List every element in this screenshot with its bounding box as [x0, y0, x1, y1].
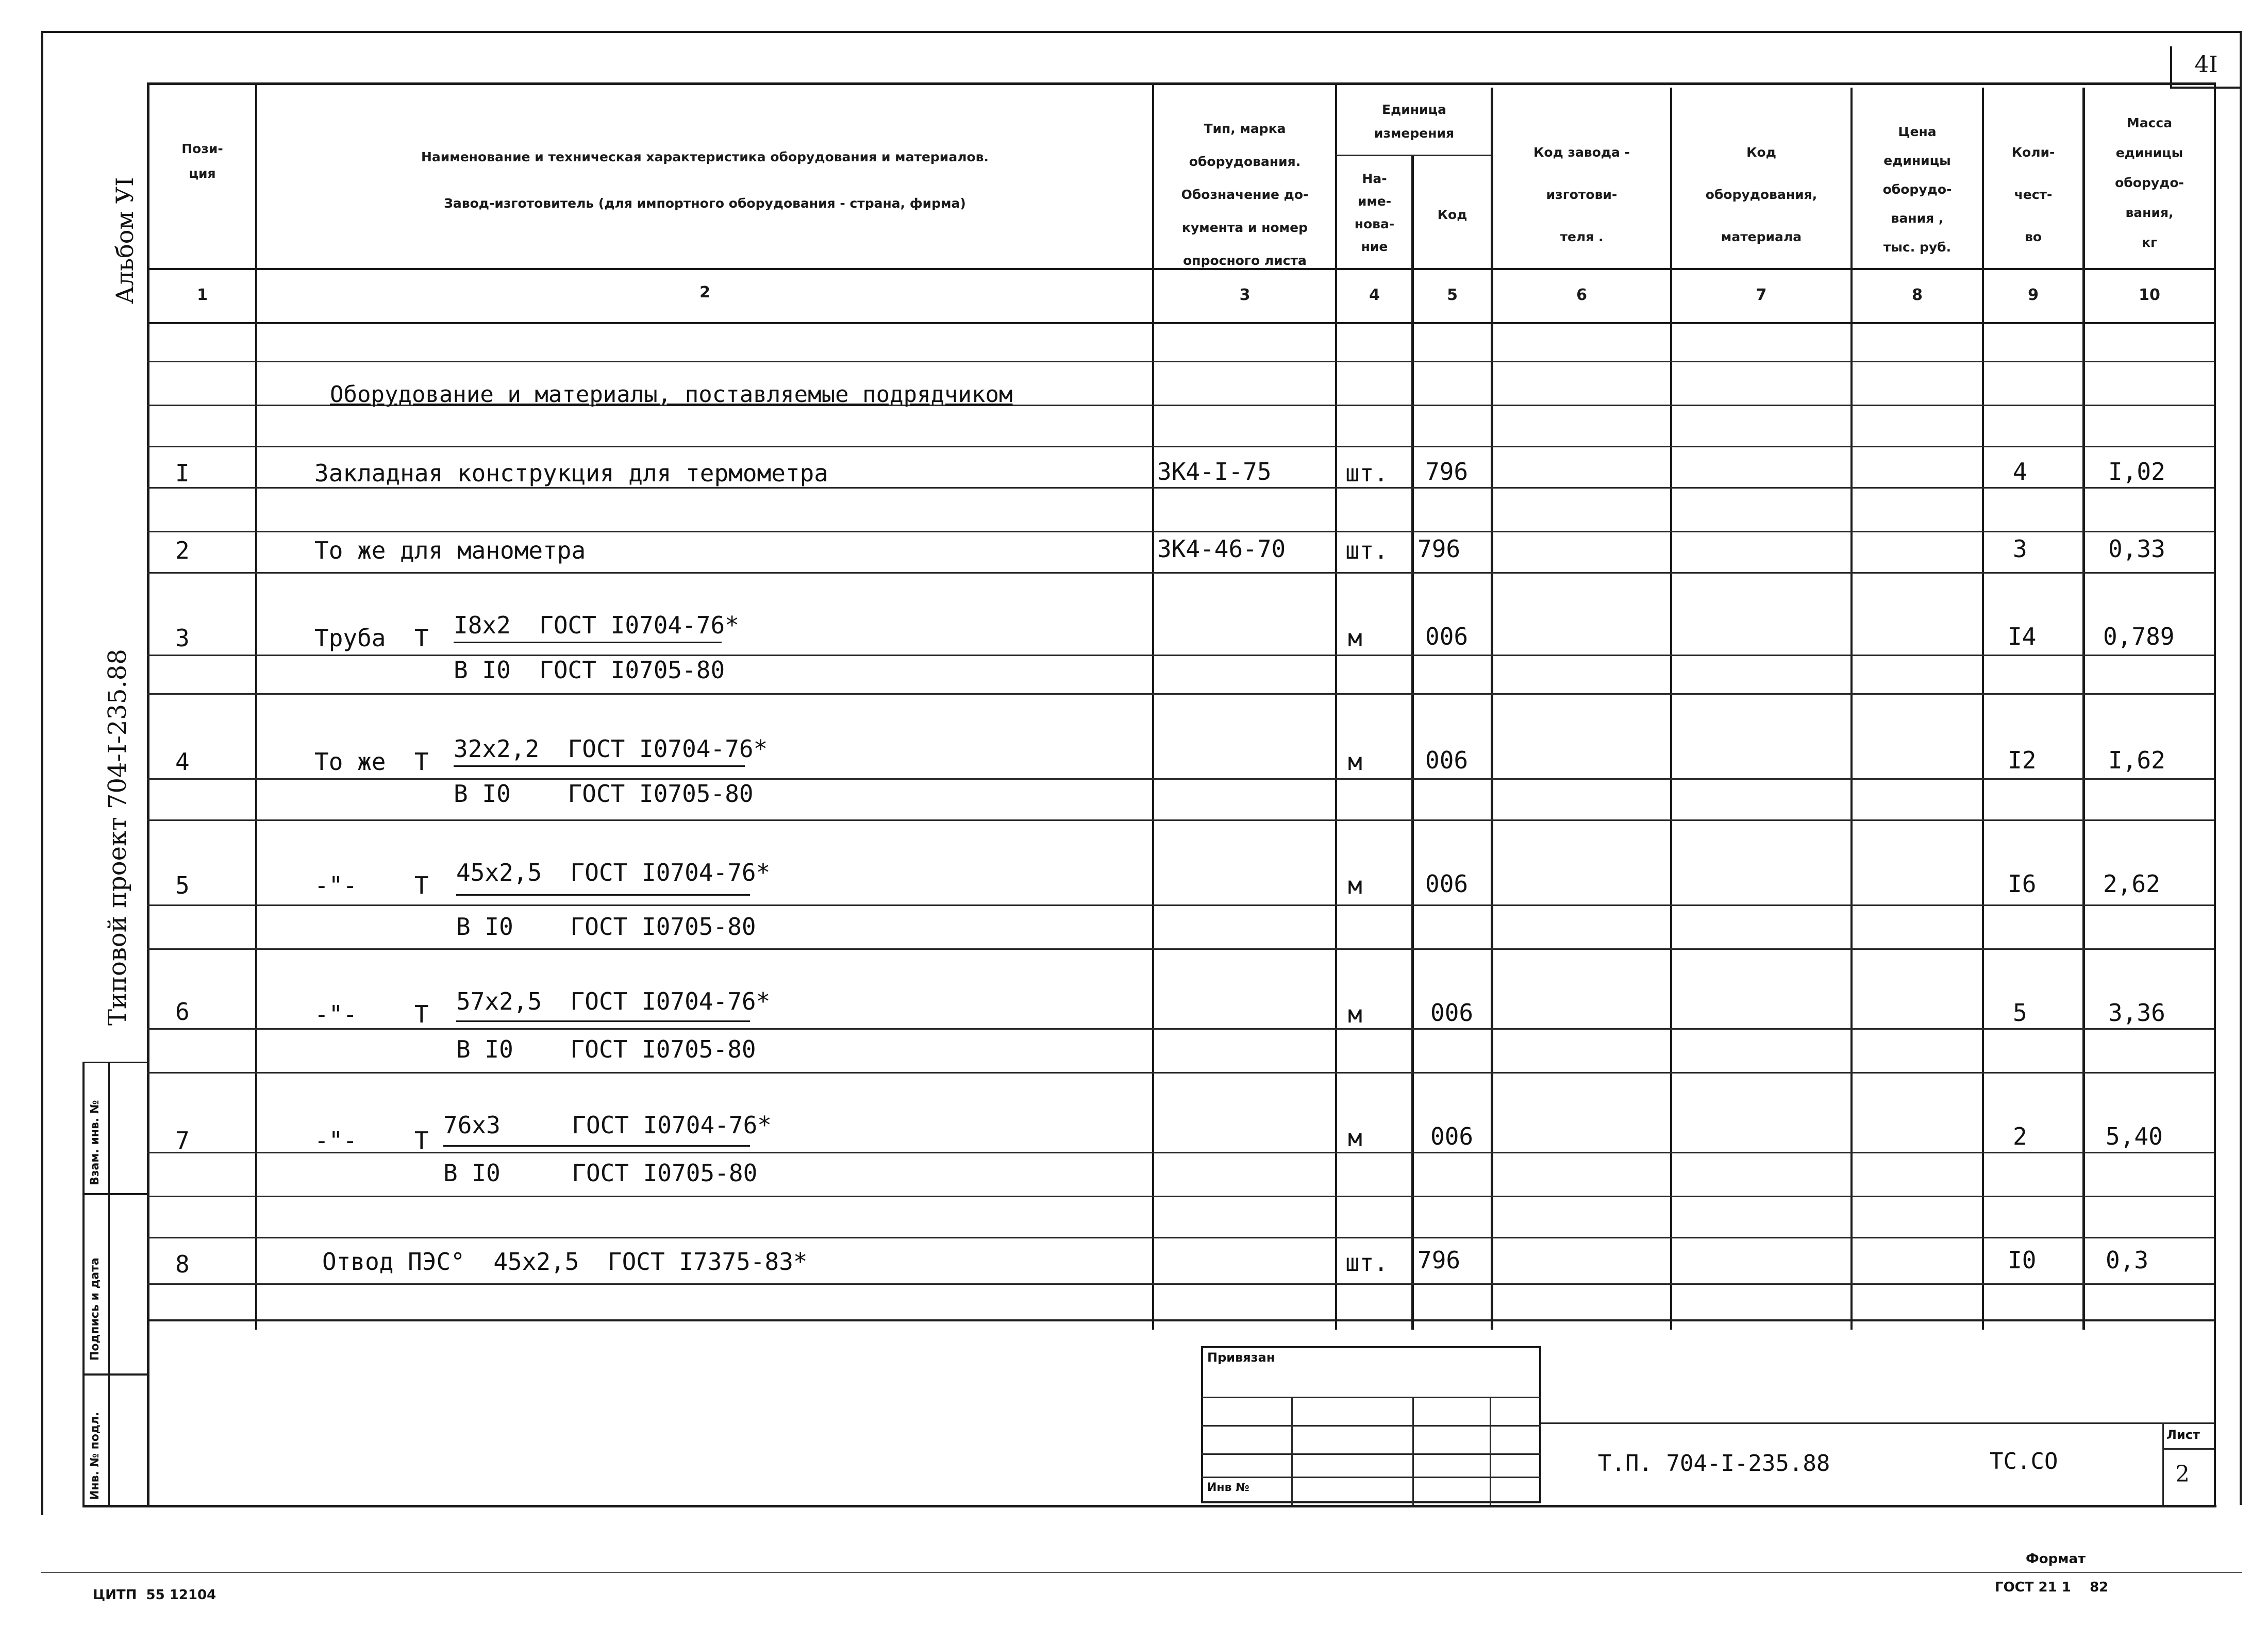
corner-box	[2170, 46, 2172, 88]
row2-pos: 2	[175, 537, 190, 564]
album-label: Альбом УI	[111, 177, 139, 304]
row-line	[147, 1196, 2214, 1197]
number-row-divider	[147, 322, 2214, 324]
row7-lead: -"- Т	[314, 1127, 429, 1154]
row5-fraction-line	[456, 894, 750, 896]
units-sub-divider	[1335, 155, 1491, 156]
col-line-3	[1335, 82, 1337, 1330]
row3-fraction-line	[454, 642, 722, 643]
row7-unit: м	[1348, 1124, 1362, 1152]
col-line-7	[1850, 88, 1853, 1330]
project-label: Типовой проект 704-I-235.88	[103, 649, 132, 1026]
hdr-col3: Тип, марка оборудования. Обозначение до- кумента и номер опросного листа	[1181, 121, 1309, 268]
row4-mass: I,62	[2108, 746, 2165, 774]
row6-lead: -"- Т	[314, 1000, 429, 1028]
hdr-col8: Цена единицы оборудо- вания , тыс. руб.	[1882, 124, 1952, 255]
footer-gost: ГОСТ 21 1 82	[1995, 1580, 2109, 1595]
row2-type: ЗК4-46-70	[1157, 535, 1286, 563]
row3-qty: I4	[2008, 623, 2037, 650]
col-line-2	[1152, 82, 1154, 1330]
hdr-col6: Код завода - изготови- теля .	[1533, 145, 1630, 244]
row7-denominator: В I0 ГОСТ I0705-80	[443, 1159, 758, 1187]
hdr-col1: Пози- ция	[181, 141, 223, 181]
row-line	[147, 693, 2214, 695]
row4-unit: м	[1348, 748, 1362, 776]
hdr-col10: Масса единицы оборудо- вания, кг	[2115, 115, 2184, 250]
side-stamp-label-1: Взам. инв. №	[89, 1100, 102, 1185]
row4-code: 006	[1425, 746, 1469, 774]
col-num-10: 10	[2139, 286, 2160, 304]
row3-unit: м	[1348, 624, 1362, 652]
col-line-4	[1411, 155, 1414, 1330]
row5-unit: м	[1348, 871, 1362, 899]
row3-denominator: В I0 ГОСТ I0705-80	[454, 656, 725, 684]
row6-fraction-line	[456, 1020, 750, 1022]
col-line-9	[2082, 88, 2085, 1330]
side-stamp	[82, 1062, 85, 1507]
row5-lead: -"- Т	[314, 871, 429, 899]
col-num-9: 9	[2028, 286, 2039, 304]
row5-denominator: В I0 ГОСТ I0705-80	[456, 913, 756, 941]
outer-border-right	[2240, 31, 2242, 1505]
side-stamp-line-c	[82, 1373, 149, 1376]
row4-denominator: В I0 ГОСТ I0705-80	[454, 780, 754, 808]
row3-numerator: I8x2 ГОСТ I0704-76*	[454, 611, 739, 639]
row1-qty: 4	[2013, 458, 2027, 485]
row8-code: 796	[1418, 1246, 1461, 1274]
row5-qty: I6	[2008, 870, 2037, 898]
hdr-units: Единица измерения	[1374, 102, 1455, 141]
row-line	[147, 572, 2214, 574]
col-line-8	[1982, 88, 1984, 1330]
row-line	[147, 531, 2214, 532]
row7-mass: 5,40	[2106, 1122, 2163, 1150]
row4-fraction-line	[454, 765, 745, 767]
sheet-label: Лист	[2166, 1428, 2200, 1442]
row-line	[147, 1152, 2214, 1153]
outer-border-left	[41, 31, 43, 1515]
doc-code: Т.П. 704-I-235.88	[1598, 1450, 1830, 1477]
corner-box-bottom	[2170, 87, 2240, 89]
col-num-4: 4	[1369, 286, 1380, 304]
stamp-privyazan: Привязан	[1207, 1350, 1275, 1365]
row5-numerator: 45x2,5 ГОСТ I0704-76*	[456, 859, 771, 886]
col-num-8: 8	[1912, 286, 1923, 304]
row3-code: 006	[1425, 623, 1469, 650]
row7-code: 006	[1430, 1122, 1474, 1150]
col-line-6	[1670, 88, 1672, 1330]
col-num-7: 7	[1756, 286, 1767, 304]
row6-mass: 3,36	[2108, 999, 2165, 1027]
row-line	[147, 1283, 2214, 1285]
row1-unit: шт.	[1345, 459, 1389, 487]
row2-name: То же для манометра	[314, 537, 586, 564]
row3-mass: 0,789	[2103, 623, 2175, 650]
row2-unit: шт.	[1345, 537, 1389, 564]
stamp-inv-no: Инв №	[1207, 1481, 1249, 1494]
row3-lead: Труба Т	[314, 624, 429, 652]
row4-numerator: 32x2,2 ГОСТ I0704-76*	[454, 735, 768, 763]
table-body-bottom	[147, 1319, 2214, 1321]
row4-qty: I2	[2008, 746, 2037, 774]
row-line	[147, 1237, 2214, 1238]
row7-fraction-line	[443, 1145, 750, 1147]
row6-code: 006	[1430, 999, 1474, 1027]
side-stamp-label-2: Подпись и дата	[89, 1258, 102, 1361]
col-num-6: 6	[1576, 286, 1587, 304]
row1-code: 796	[1425, 458, 1469, 485]
row3-pos: 3	[175, 624, 190, 652]
table-border-right	[2214, 82, 2216, 1507]
row2-mass: 0,33	[2108, 535, 2165, 563]
row6-denominator: В I0 ГОСТ I0705-80	[456, 1035, 756, 1063]
sheet-box-left	[2162, 1422, 2164, 1505]
col-line-5	[1491, 88, 1493, 1330]
footer-format: Формат	[2026, 1551, 2086, 1567]
hdr-col4: На- име- нова- ние	[1354, 171, 1395, 254]
table-border-top	[147, 82, 2214, 85]
stamp-vline	[1412, 1397, 1414, 1505]
row7-pos: 7	[175, 1127, 190, 1154]
row5-mass: 2,62	[2103, 870, 2160, 898]
doc-mark: ТС.СО	[1990, 1448, 2058, 1474]
row6-pos: 6	[175, 998, 190, 1026]
row6-numerator: 57x2,5 ГОСТ I0704-76*	[456, 987, 771, 1015]
side-stamp-line-a	[82, 1062, 149, 1063]
row8-pos: 8	[175, 1250, 190, 1278]
col-num-2: 2	[699, 283, 710, 301]
row6-unit: м	[1348, 1000, 1362, 1028]
row-line	[147, 948, 2214, 950]
section-title: Оборудование и материалы, поставляемые подрядчиком	[330, 381, 1013, 408]
row5-code: 006	[1425, 870, 1469, 898]
stamp-vline	[1490, 1397, 1491, 1505]
title-block-top	[1541, 1422, 2214, 1424]
hdr-col9: Коли- чест- во	[2011, 145, 2055, 244]
hdr-col7: Код оборудования, материала	[1705, 145, 1817, 244]
footer-line	[41, 1572, 2242, 1573]
outer-border-top	[41, 31, 2240, 33]
outer-border-bottom	[82, 1505, 2216, 1507]
row-line	[147, 819, 2214, 821]
row4-lead: То же Т	[314, 748, 429, 776]
row5-pos: 5	[175, 871, 190, 899]
side-stamp-inner	[108, 1062, 110, 1507]
side-stamp-label-3: Инв. № подл.	[89, 1412, 102, 1500]
row6-qty: 5	[2013, 999, 2027, 1027]
row-line	[147, 1028, 2214, 1030]
row7-numerator: 76x3 ГОСТ I0704-76*	[443, 1111, 772, 1139]
col-num-5: 5	[1447, 286, 1458, 304]
row-line	[147, 361, 2214, 362]
stamp-vline	[1291, 1397, 1293, 1505]
row7-qty: 2	[2013, 1122, 2027, 1150]
row-line	[147, 904, 2214, 906]
row1-mass: I,02	[2108, 458, 2165, 485]
row-line	[147, 1072, 2214, 1074]
row1-type: ЗК4-I-75	[1157, 458, 1272, 485]
side-stamp-line-b	[82, 1193, 149, 1195]
col-num-1: 1	[197, 286, 208, 304]
row8-qty: I0	[2008, 1246, 2037, 1274]
col-num-3: 3	[1239, 286, 1250, 304]
sheet-number: 2	[2175, 1461, 2190, 1487]
col-line-1	[255, 82, 257, 1330]
row8-name: Отвод ПЭС° 45x2,5 ГОСТ I7375-83*	[322, 1248, 808, 1276]
hdr-col2: Наименование и техническая характеристика оборудования и материалов. Завод-изготовитель (для импортного оборудования - страна, фирма)	[421, 149, 989, 211]
row-line	[147, 446, 2214, 447]
row8-mass: 0,3	[2106, 1246, 2149, 1274]
sheet-corner-number: 4I	[2194, 52, 2218, 78]
row2-qty: 3	[2013, 535, 2027, 563]
row1-name: Закладная конструкция для термометра	[314, 459, 828, 487]
row8-unit: шт.	[1345, 1249, 1389, 1277]
footer-left-code: ЦИТП 55 12104	[93, 1587, 216, 1603]
row4-pos: 4	[175, 748, 190, 776]
row1-pos: I	[175, 459, 190, 487]
sheet-box-mid	[2162, 1448, 2214, 1450]
row2-code: 796	[1418, 535, 1461, 563]
hdr-col5: Код	[1437, 207, 1467, 222]
